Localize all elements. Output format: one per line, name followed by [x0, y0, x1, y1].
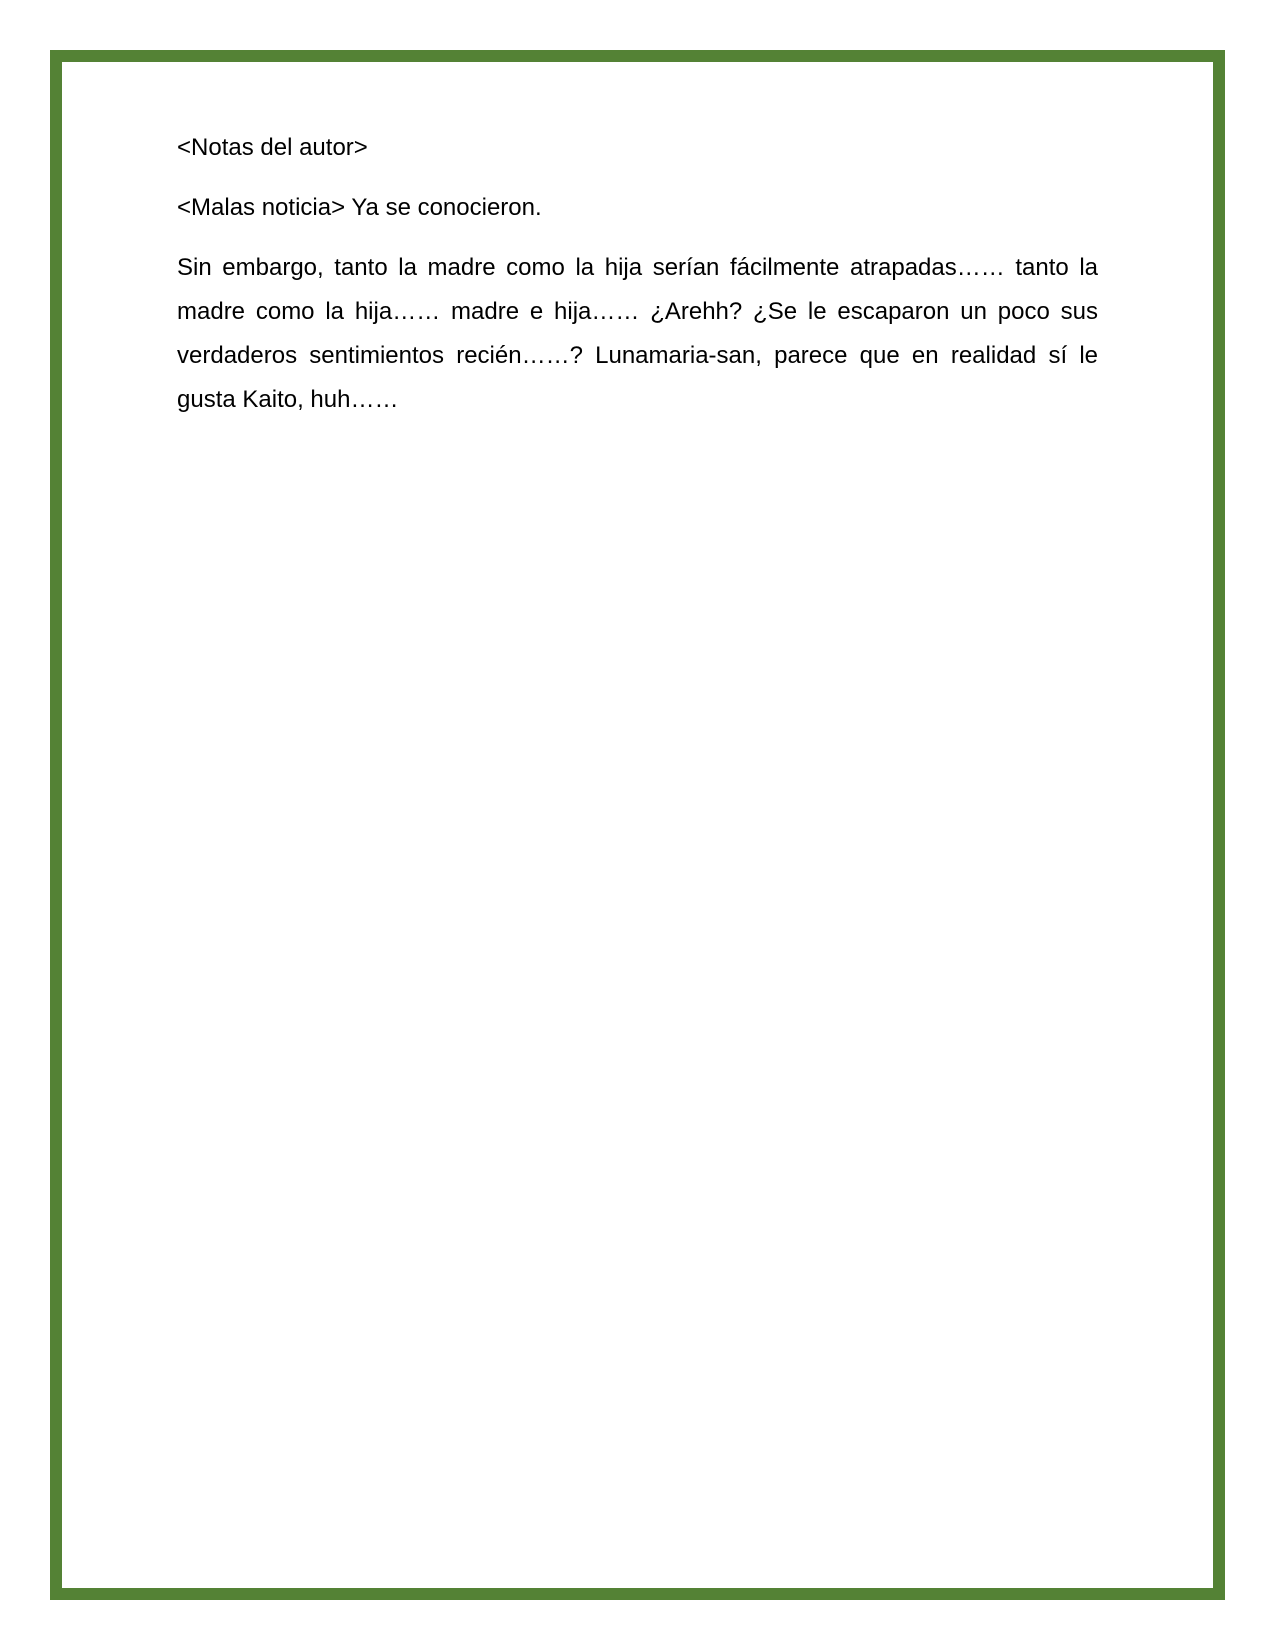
- author-notes-heading: <Notas del autor>: [177, 134, 368, 161]
- document-body: [177, 132, 1098, 422]
- bad-news-line: <Malas noticia> Ya se conocieron.: [177, 194, 542, 221]
- body-paragraph: Sin embargo, tanto la madre como la hija serían fácilmente atrapadas…… tanto la madre como la hija…… madre e hija…… ¿Arehh? ¿Se le escaparon un poco sus verdaderos sentimientos recién……? Lunamaria-san, parece que en realidad sí le gusta Kaito, huh……: [177, 254, 1098, 413]
- page-frame: [50, 50, 1225, 1600]
